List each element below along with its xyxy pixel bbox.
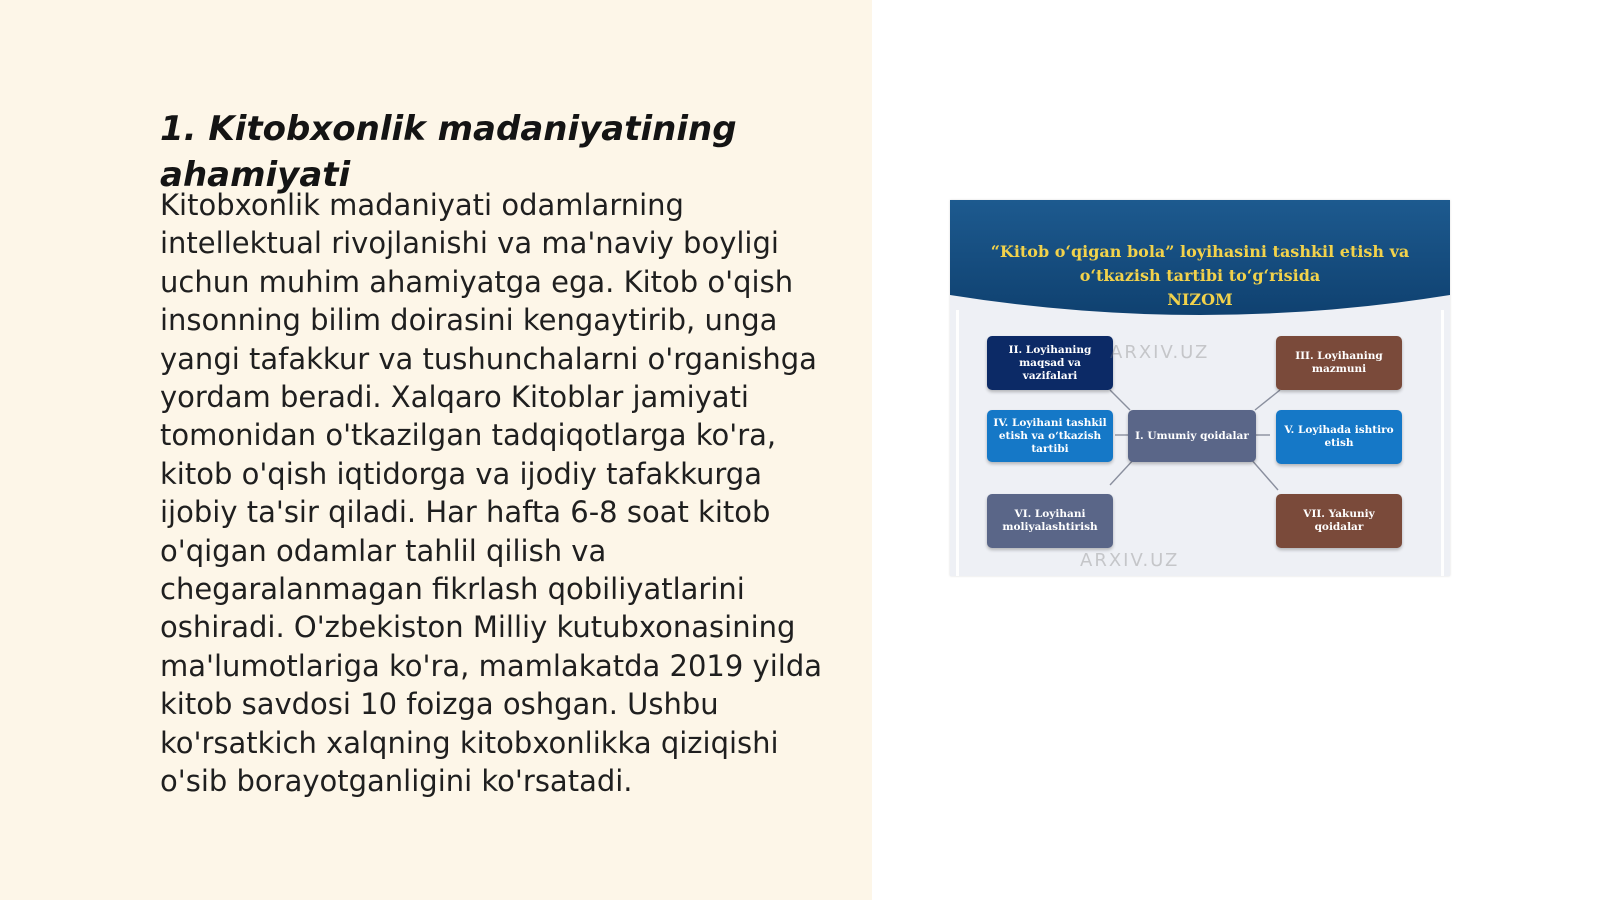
center-node: I. Umumiy qoidalar	[1128, 410, 1256, 462]
node-iv: IV. Loyihani tashkil etish va o‘tkazish tartibi	[987, 410, 1113, 462]
node-vi: VI. Loyihani moliyalashtirish	[987, 494, 1113, 548]
node-v: V. Loyihada ishtiro etish	[1276, 410, 1402, 464]
watermark-bottom: ARXIV.UZ	[1080, 550, 1180, 571]
regulation-diagram-image	[950, 200, 1450, 576]
slide-title: 1. Kitobxonlik madaniyatining ahamiyati	[160, 109, 737, 195]
figure-subheading: NIZOM	[1167, 290, 1233, 309]
node-ii: II. Loyihaning maqsad va vazifalari	[987, 336, 1113, 390]
watermark-top: ARXIV.UZ	[1110, 342, 1210, 363]
slide-body-text: Kitobxonlik madaniyati odamlarning intellektual rivojlanishi va ma'naviy boyligi uchun muhim ahamiyatga ega. Kitob o'qish insonning bilim doirasini kengaytirib, unga yangi tafakkur va tushunchalarni o'rganishga yordam beradi. Xalqaro Kitoblar jamiyati tomonidan o'tkazilgan tadqiqotlarga ko'ra, kitob o'qish iqtidorga va ijodiy tafakkurga ijobiy ta'sir qiladi. Har hafta 6-8 soat kitob o'qigan odamlar tahlil qilish va chegaralanmagan fikrlash qobiliyatlarini oshiradi. O'zbekiston Milliy kutubxonasining ma'lumotlariga ko'ra, mamlakatda 2019 yilda kitob savdosi 10 foizga oshgan. Ushbu ko'rsatkich xalqning kitobxonlikka qiziqishi o'sib borayotganligini ko'rsatadi.	[160, 188, 823, 799]
node-iii: III. Loyihaning mazmuni	[1276, 336, 1402, 390]
node-vii: VII. Yakuniy qoidalar	[1276, 494, 1402, 548]
figure-heading: “Kitob o‘qigan bola” loyihasini tashkil etish va o‘tkazish tartibi to‘g‘risida	[990, 242, 1410, 285]
